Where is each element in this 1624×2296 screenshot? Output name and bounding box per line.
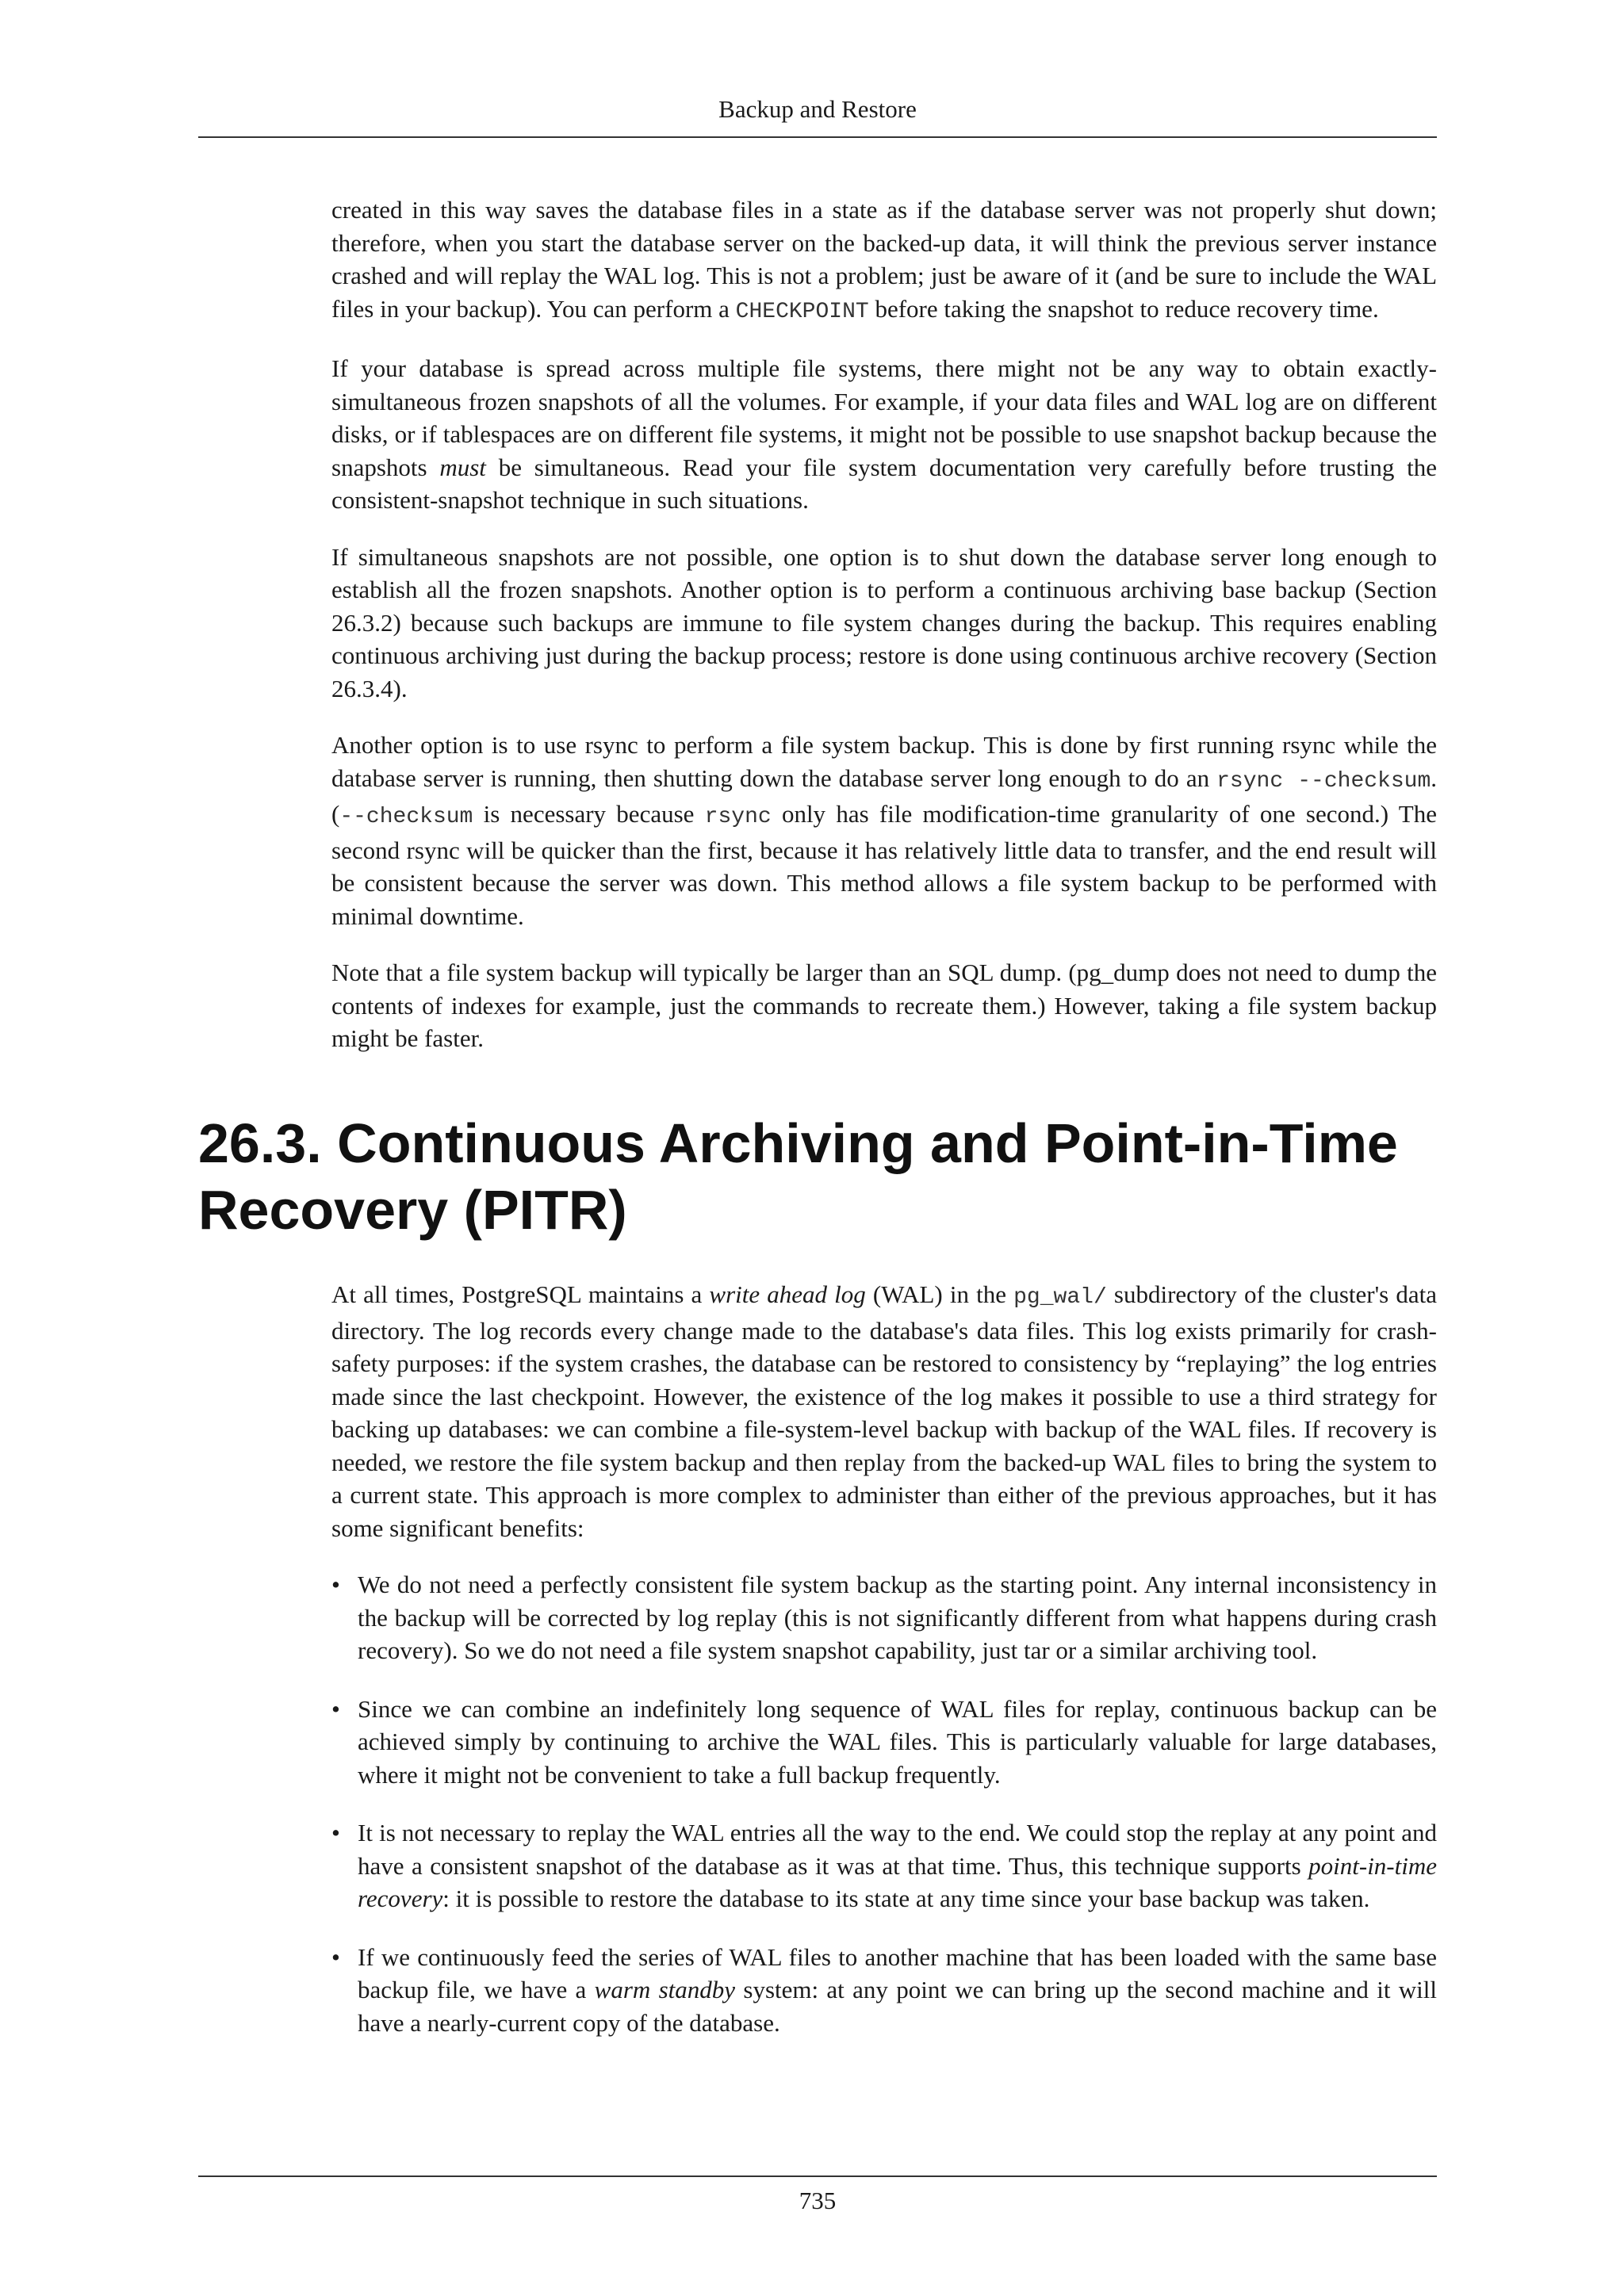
text-run: At all times, PostgreSQL maintains a bbox=[331, 1280, 710, 1308]
text-run: is necessary because bbox=[473, 800, 705, 828]
text-run: Another option is to use rsync to perform a file system backup. This is done by first running rsync while the database server is running, then shutting down the database server long enough to do an bbox=[331, 731, 1437, 792]
text-run: created in this way saves the database files in a state as if the database server was not properly shut down; therefore, when you start the database server on the backed-up data, it will think the previous server instance crashed and will replay the WAL log. This is not a problem; just be aware of it (and be sure to include the WAL files in your backup). You can perform a bbox=[331, 196, 1437, 323]
running-header: Backup and Restore bbox=[718, 95, 917, 123]
text-run: (WAL) in the bbox=[865, 1280, 1014, 1308]
section-heading-line2: Recovery (PITR) bbox=[198, 1179, 627, 1241]
text-run: It is not necessary to replay the WAL entries all the way to the end. We could stop the replay at any point and have a consistent snapshot of the database as it was at that time. Thus, this technique supports bbox=[358, 1819, 1437, 1880]
inline-code: pg_wal/ bbox=[1013, 1285, 1107, 1310]
inline-code: CHECKPOINT bbox=[735, 299, 869, 324]
text-run: . ( bbox=[331, 763, 1438, 828]
inline-code: rsync --checksum bbox=[1216, 768, 1431, 794]
paragraph-simultaneous-snapshots: If simultaneous snapshots are not possible, one option is to shut down the database server long enough to establish all the frozen snapshots. Another option is to perform a continuous archiving base backup (Section 26.3.2) because such backups are immune to file system changes during the backup. This requires enabling continuous archiving just during the backup process; restore is done using continuous archive recovery (Section 26.3.4). bbox=[331, 542, 1437, 702]
paragraph-snapshot-crash bbox=[331, 193, 1437, 328]
lower-body bbox=[331, 1278, 1437, 2064]
text-run: : it is possible to restore the database to its state at any time since your base backup was taken. bbox=[442, 1885, 1370, 1912]
upper-body bbox=[331, 193, 1437, 1079]
list-item bbox=[331, 1568, 1437, 1667]
text-run: be simultaneous. Read your file system documentation very carefully before trusting the consistent-snapshot technique in such situations. bbox=[331, 453, 1437, 514]
text-run: Since we can combine an indefinitely long sequence of WAL files for replay, continuous backup can be achieved simply by continuing to archive the WAL files. This is particularly valuable for large databases, where it might not be convenient to take a full backup frequently. bbox=[358, 1694, 1437, 1789]
paragraph-wal-intro bbox=[331, 1278, 1437, 1544]
page-number: 735 bbox=[799, 2187, 837, 2214]
header-rule bbox=[198, 136, 1437, 138]
bullet-icon: • bbox=[331, 1942, 340, 1971]
bullet-icon: • bbox=[331, 1571, 340, 1598]
bullet-icon: • bbox=[331, 1694, 340, 1723]
paragraph-size-note: Note that a file system backup will typically be larger than an SQL dump. (pg_dump does not need to dump the contents of indexes for example, just the commands to recreate them.) However, taking a file system backup might be faster. bbox=[331, 959, 1437, 1052]
inline-code: rsync bbox=[704, 805, 772, 829]
list-item bbox=[331, 1693, 1437, 1792]
section-heading bbox=[198, 1110, 1467, 1243]
list-item bbox=[331, 1941, 1437, 2040]
bullet-icon: • bbox=[331, 1819, 340, 1846]
footer-rule bbox=[198, 2175, 1437, 2177]
text-run: If we continuously feed the series of WAL files to another machine that has been loaded with the same base backup file, we have a bbox=[358, 1942, 1437, 2003]
text-run: system: at any point we can bring up the second machine and it will have a nearly-current copy of the database. bbox=[358, 1976, 1437, 2037]
section-heading-line1: 26.3. Continuous Archiving and Point-in-Time bbox=[198, 1112, 1398, 1174]
benefits-list bbox=[331, 1568, 1437, 2039]
text-run: We do not need a perfectly consistent file system backup as the starting point. Any internal inconsistency in the backup will be corrected by log replay (this is not significantly different from what happens during crash recovery). So we do not need a file system snapshot capability, just tar or a similar archiving tool. bbox=[358, 1571, 1437, 1664]
list-item bbox=[331, 1816, 1437, 1915]
emphasis: point-in-time recovery bbox=[358, 1851, 1437, 1912]
paragraph-rsync bbox=[331, 729, 1437, 932]
emphasis: must bbox=[439, 453, 486, 481]
text-run: If your database is spread across multiple file systems, there might not be any way to obtain exactly-simultaneous frozen snapshots of all the volumes. For example, if your data files and WAL log are on different disks, or if tablespaces are on different file systems, it might not be possible to use snapshot backup because the snapshots bbox=[331, 354, 1437, 481]
text-run: subdirectory of the cluster's data directory. The log records every change made to the database's data files. This log exists primarily for crash-safety purposes: if the system crashes, the database can be restored to consistency by “replaying” the log entries made since the last checkpoint. However, the existence of the log makes it possible to use a third strategy for backing up databases: we can combine a file-system-level backup with backup of the WAL files. If recovery is needed, we restore the file system backup and then replay from the backed-up WAL files to bring the system to a current state. This approach is more complex to administer than either of the previous approaches, but it has some significant benefits: bbox=[331, 1280, 1437, 1542]
paragraph-multiple-filesystems bbox=[331, 352, 1437, 517]
text-run: only has file modification-time granularity of one second.) The second rsync will be quicker than the first, because it has relatively little data to transfer, and the end result will be consistent because the server was down. This method allows a file system backup to be performed with minimal downtime. bbox=[331, 800, 1437, 930]
emphasis: warm standby bbox=[594, 1976, 736, 2003]
emphasis: write ahead log bbox=[709, 1280, 866, 1308]
text-run: before taking the snapshot to reduce recovery time. bbox=[868, 294, 1379, 323]
inline-code: --checksum bbox=[339, 805, 473, 829]
